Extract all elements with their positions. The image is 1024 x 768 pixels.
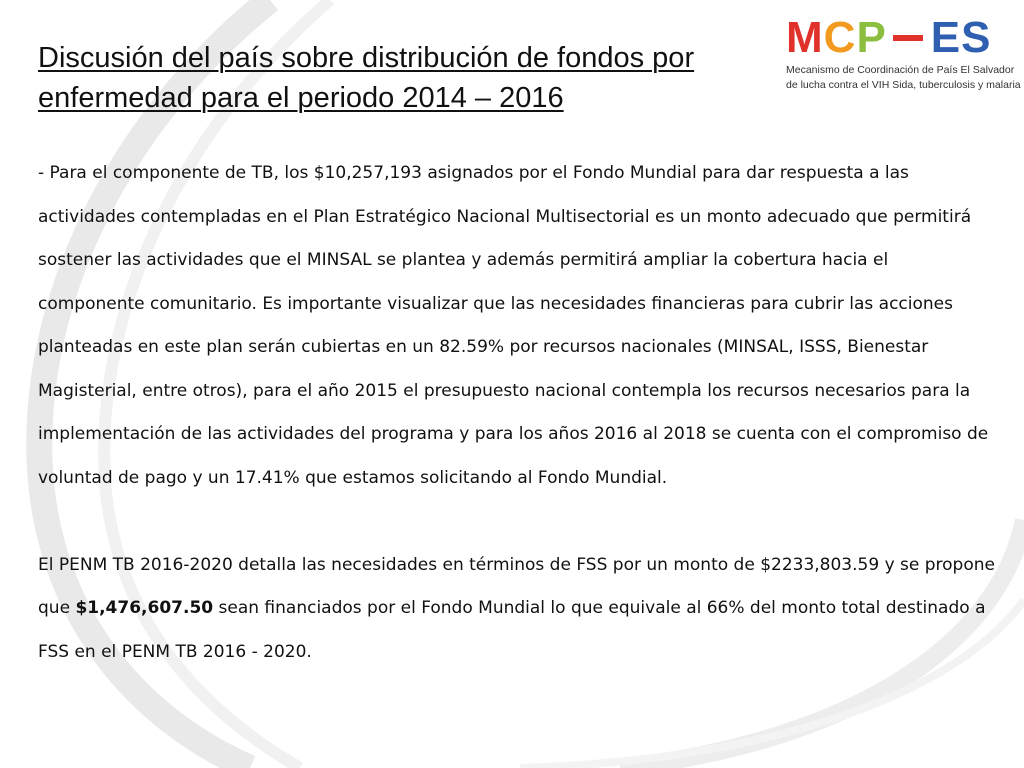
logo-letters-es: ES <box>930 13 992 62</box>
logo-letter-c: C <box>823 13 857 62</box>
logo-letter-m: M <box>786 13 824 62</box>
paragraph-penm-tb <box>38 544 998 675</box>
mcp-es-logo <box>786 13 1021 94</box>
paragraph-penm-tb-part2: sean financiados por el Fondo Mundial lo que equivale al 66% del monto total destinado a FSS en el PENM TB 2016 - 2020. <box>38 598 986 662</box>
logo-subtitle-line2: de lucha contra el VIH Sida, tuberculosis y malaria <box>786 79 1021 91</box>
highlighted-amount: $1,476,607.50 <box>75 598 214 618</box>
logo-wordmark <box>786 14 1008 62</box>
paragraph-tb-component: - Para el componente de TB, los $10,257,193 asignados por el Fondo Mundial para dar respuesta a las actividades contempladas en el Plan Estratégico Nacional Multisectorial es un monto adecuado que permitirá sostener las actividades que el MINSAL se plantea y además permitirá ampliar la cobertura hacia el componente comunitario. Es importante visualizar que las necesidades financieras para cubrir las acciones planteadas en este plan serán cubiertas en un 82.59% por recursos nacionales (MINSAL, ISSS, Bienestar Magisterial, entre otros), para el año 2015 el presupuesto nacional contempla los recursos necesarios para la implementación de las actividades del programa y para los años 2016 al 2018 se cuenta con el compromiso de voluntad de pago y un 17.41% que estamos solicitando al Fondo Mundial. <box>38 163 989 488</box>
paragraph-spacer <box>38 500 998 544</box>
logo-letter-p: P <box>856 13 887 62</box>
logo-dash <box>893 35 923 41</box>
slide-title: Discusión del país sobre distribución de fondos por enfermedad para el periodo 2014 – 2016 <box>38 42 695 114</box>
paragraph-penm-tb-part1: El PENM TB 2016-2020 detalla las necesidades en términos de FSS por un monto de $2233,803.59 y se propone que <box>38 554 995 618</box>
slide-body <box>38 152 998 674</box>
logo-subtitle-line1: Mecanismo de Coordinación de País El Salvador <box>786 64 1015 76</box>
